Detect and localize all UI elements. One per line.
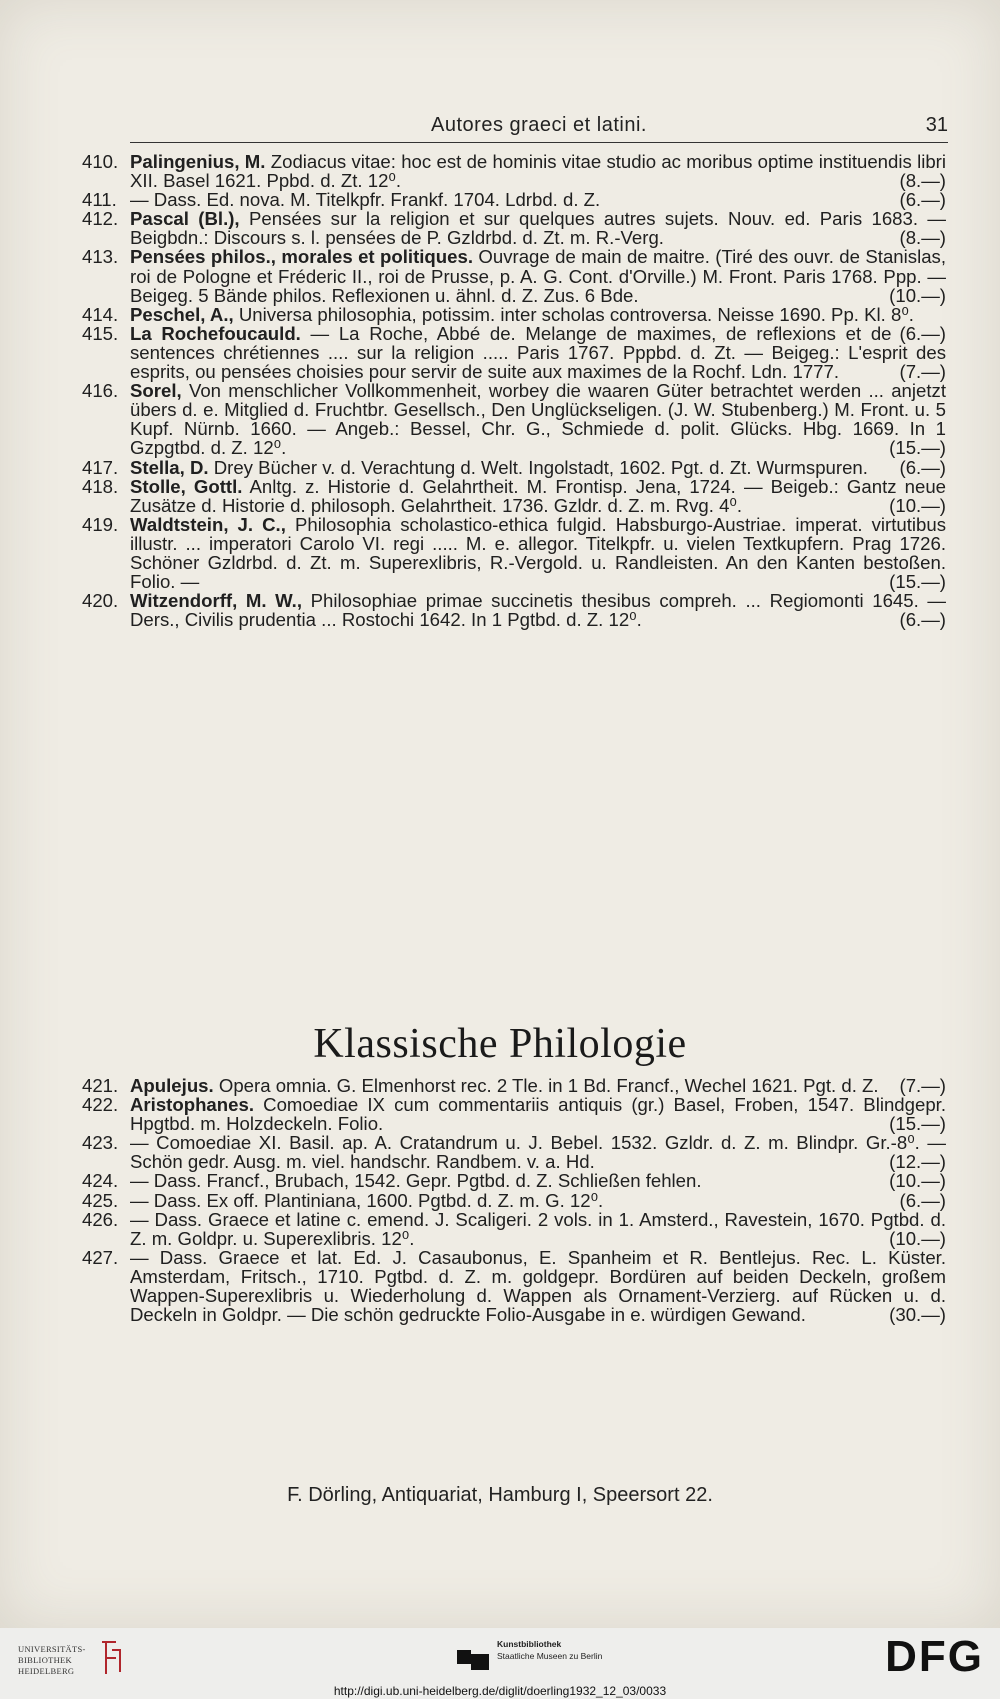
entry-author: Pensées philos., morales et politiques. <box>130 246 473 268</box>
entry-number: 424. <box>82 1170 119 1192</box>
entry-number: 422. <box>82 1094 119 1116</box>
entry-author: Stolle, Gottl. <box>130 475 243 497</box>
entry-number: 423. <box>82 1132 119 1154</box>
catalog-entry <box>82 381 946 457</box>
entry-number: 427. <box>82 1246 119 1268</box>
entry-price: (12.—) <box>889 1151 946 1173</box>
entry-price: (15.—) <box>889 571 946 593</box>
page-number: 31 <box>925 114 948 136</box>
entry-author: Palingenius, M. <box>130 151 266 172</box>
permalink-url[interactable]: http://digi.ub.uni-heidelberg.de/diglit/doerling1932_12_03/0033 <box>0 1684 1000 1699</box>
entry-description: Zodiacus vitae: hoc est de hominis vitae studio ac moribus optime instituendis libri XII. Basel 1621. Ppbd. d. Zt. 12⁰. <box>130 151 947 192</box>
dealer-footer: F. Dörling, Antiquariat, Hamburg I, Speersort 22. <box>287 1484 713 1506</box>
entry-number: 410. <box>82 151 119 172</box>
catalog-entry <box>82 477 946 515</box>
kunstbibliothek-logo-icon <box>455 1640 491 1672</box>
kunst-name: Kunstbibliothek <box>497 1639 562 1649</box>
entry-number: 418. <box>82 475 119 497</box>
entry-price: (10.—) <box>889 1170 946 1192</box>
entry-description: Ouvrage de main de maitre. (Tiré des ouvr. de Stanislas, roi de Pologne et Fréderic II., roi de Prusse, p. A. G. Cont. d'Orville.) M. Front. Paris 1768. Ppp. — Beigeg. 5 Bände philos. Reflexionen u. ähnl. d. Z. Zus. 6 Bde. <box>130 246 947 306</box>
entry-price: (30.—) <box>889 1304 946 1326</box>
entry-number: 412. <box>82 208 119 230</box>
entry-description: — Dass. Ex off. Plantiniana, 1600. Pgtbd. d. Z. m. G. 12⁰. <box>130 1189 604 1211</box>
entry-description: Pensées sur la religion et sur quelques autres sujets. Nouv. ed. Paris 1683. — Beigbdn.: Discours s. l. pensées de P. Gzldrbd. d. Zt. m. R.-Verg. <box>130 208 946 249</box>
entry-price: (7.—) <box>899 1075 946 1096</box>
catalog-entry <box>82 190 946 209</box>
entry-price: (6.—) <box>899 456 946 478</box>
entry-price: (15.—) <box>889 1113 946 1135</box>
entry-description: Philosophiae primae succinetis thesibus compreh. ... Regiomonti 1645. — Ders., Civilis prudentia ... Rostochi 1642. In 1 Pgtbd. d. Z. 12⁰. <box>130 590 946 631</box>
catalog-entry <box>82 152 946 190</box>
running-header <box>130 112 948 143</box>
entry-number: 421. <box>82 1075 119 1096</box>
entry-number: 416. <box>82 380 119 402</box>
entry-price: (6.—) <box>899 322 946 344</box>
uni-line-1: UNIVERSITÄTS- <box>18 1644 86 1654</box>
entry-description: — Dass. Graece et latine c. emend. J. Scaligeri. 2 vols. in 1. Amsterd., Ravestein, 1670. Pgtbd. d. Z. m. Goldpr. u. Superexlibris. 12⁰. <box>130 1208 946 1249</box>
kunst-subtitle: Staatliche Museen zu Berlin <box>497 1651 603 1661</box>
catalog-entry <box>82 1076 946 1095</box>
catalog-entry <box>82 247 946 304</box>
entry-price: (10.—) <box>889 494 946 516</box>
catalog-entry <box>82 591 946 629</box>
catalog-entry <box>82 1133 946 1171</box>
catalog-entries-classics <box>82 1076 946 1324</box>
entry-description: Anltg. z. Historie d. Gelahrtheit. M. Frontisp. Jena, 1724. — Beigeb.: Gantz neue Zusätze d. Historie d. philosoph. Gelahrtheit. 1736. Gzldr. d. Z. m. Rvg. 4⁰. <box>130 475 946 516</box>
entry-author: Witzendorff, M. W., <box>130 590 302 612</box>
entry-price: (7.—) <box>899 361 946 383</box>
entry-number: 413. <box>82 246 119 268</box>
entry-description: — Dass. Francf., Brubach, 1542. Gepr. Pgtbd. d. Z. Schließen fehlen. <box>130 1170 702 1192</box>
entry-price: (15.—) <box>889 437 946 459</box>
entry-number: 420. <box>82 590 119 612</box>
entry-price: (10.—) <box>889 284 946 306</box>
catalog-entry <box>82 1171 946 1190</box>
entry-description: Comoediae IX cum commentariis antiquis (gr.) Basel, Froben, 1547. Blindgepr. Hpgtbd. m. Holzdeckeln. Folio. <box>130 1094 946 1135</box>
entry-number: 411. <box>82 189 117 211</box>
entry-number: 415. <box>82 322 119 344</box>
kunstbibliothek-label <box>497 1638 602 1662</box>
entry-author: Aristophanes. <box>130 1094 254 1116</box>
entry-number: 417. <box>82 456 119 478</box>
entry-description: Drey Bücher v. d. Verachtung d. Welt. Ingolstadt, 1602. Pgt. d. Zt. Wurmspuren. <box>213 456 868 478</box>
entry-author: Apulejus. <box>130 1075 214 1096</box>
catalog-entry <box>82 324 946 381</box>
catalog-entries-philosophy <box>82 152 946 629</box>
entry-description: — Comoediae XI. Basil. ap. A. Cratandrum u. J. Bebel. 1532. Gzldr. d. Z. m. Blindpr. Gr.-8⁰. — Schön gedr. Ausg. m. viel. handschr. Randbem. v. a. Hd. <box>130 1132 946 1173</box>
catalog-entry <box>82 1191 946 1210</box>
entry-author: Waldtstein, J. C., <box>130 513 286 535</box>
header-title: Autores graeci et latini. <box>431 114 647 136</box>
library-banner <box>0 1628 1000 1684</box>
entry-description: — La Roche, Abbé de. Melange de maximes, de reflexions et de sentences chrétiennes .... sur la religion ..... Paris 1767. Pppbd. d. Zt. — Beigeg.: L'esprit des esprits, ou pensées choisies pour servir de suite aux maximes de la Rochf. Ldn. 1777. <box>130 322 946 383</box>
entry-price: (8.—) <box>899 227 946 249</box>
entry-number: 414. <box>82 303 119 325</box>
uni-line-2: BIBLIOTHEK <box>18 1655 72 1665</box>
catalog-entry <box>82 1248 946 1324</box>
uni-line-3: HEIDELBERG <box>18 1666 75 1676</box>
entry-description: — Dass. Ed. nova. M. Titelkpfr. Frankf. 1704. Ldrbd. d. Z. <box>130 189 601 211</box>
entry-author: Stella, D. <box>130 456 209 478</box>
catalog-entry <box>82 1210 946 1248</box>
entry-description: Opera omnia. G. Elmenhorst rec. 2 Tle. in 1 Bd. Francf., Wechel 1621. Pgt. d. Z. <box>218 1075 879 1096</box>
entry-author: Peschel, A., <box>130 303 234 325</box>
entry-price: (6.—) <box>899 1189 946 1211</box>
entry-description: Philosophia scholastico-ethica fulgid. Habsburgo-Austriae. imperat. virtutibus illustr. ... imperatori Carolo VI. regi ..... M. e. allegor. Titelkpfr. u. vielen Textkupfern. Prag 1726. Schöner Gzldrbd. d. Zt. m. Superexlibris, R.-Vergold. u. Randleisten. An den Kanten bestoßen. Folio. — <box>130 513 946 593</box>
catalog-entry <box>82 458 946 477</box>
catalog-entry <box>82 515 946 591</box>
catalog-entry <box>82 209 946 247</box>
entry-price: (10.—) <box>889 1227 946 1249</box>
entry-author: La Rochefoucauld. <box>130 322 301 344</box>
entry-price: (6.—) <box>899 189 946 211</box>
entry-price: (6.—) <box>899 609 946 631</box>
catalog-entry <box>82 1095 946 1133</box>
entry-description: — Dass. Graece et lat. Ed. J. Casaubonus, E. Spanheim et R. Bentlejus. Rec. L. Küster. Amsterdam, Fritsch., 1710. Pgtbd. d. Z. m. goldgepr. Bordüren auf beiden Deckeln, großem Wappen-Superexlibris u. Wiederholung d. Wappen als Ornament-Verzierg. auf Rücken u. d. Deckeln in Goldpr. — Die schön gedruckte Folio-Ausgabe in e. würdigen Gewand. <box>130 1246 946 1326</box>
entry-description: Von menschlicher Vollkommenheit, worbey die waaren Güter betrachtet werden ... anjetzt übers d. e. Mitglied d. Fruchtbr. Gesellsch., Den Unglückseligen. (J. W. Stubenberg.) M. Front. u. 5 Kupf. Nürnb. 1660. — Angeb.: Bessel, Chr. G., Schmiede d. polit. Glücks. Hbg. 1669. In 1 Gzpgtbd. d. Z. 12⁰. <box>130 380 947 459</box>
university-library-name <box>18 1644 86 1677</box>
entry-number: 425. <box>82 1189 119 1211</box>
entry-price: (8.—) <box>899 170 946 192</box>
section-heading: Klassische Philologie <box>313 1021 687 1067</box>
entry-number: 426. <box>82 1208 119 1230</box>
entry-number: 419. <box>82 513 119 535</box>
dfg-logo: DFG <box>885 1632 984 1681</box>
entry-author: Pascal (Bl.), <box>130 208 240 230</box>
entry-description: Universa philosophia, potissim. inter scholas controversa. Neisse 1690. Pp. Kl. 8⁰. <box>238 303 914 325</box>
entry-author: Sorel, <box>130 380 182 402</box>
